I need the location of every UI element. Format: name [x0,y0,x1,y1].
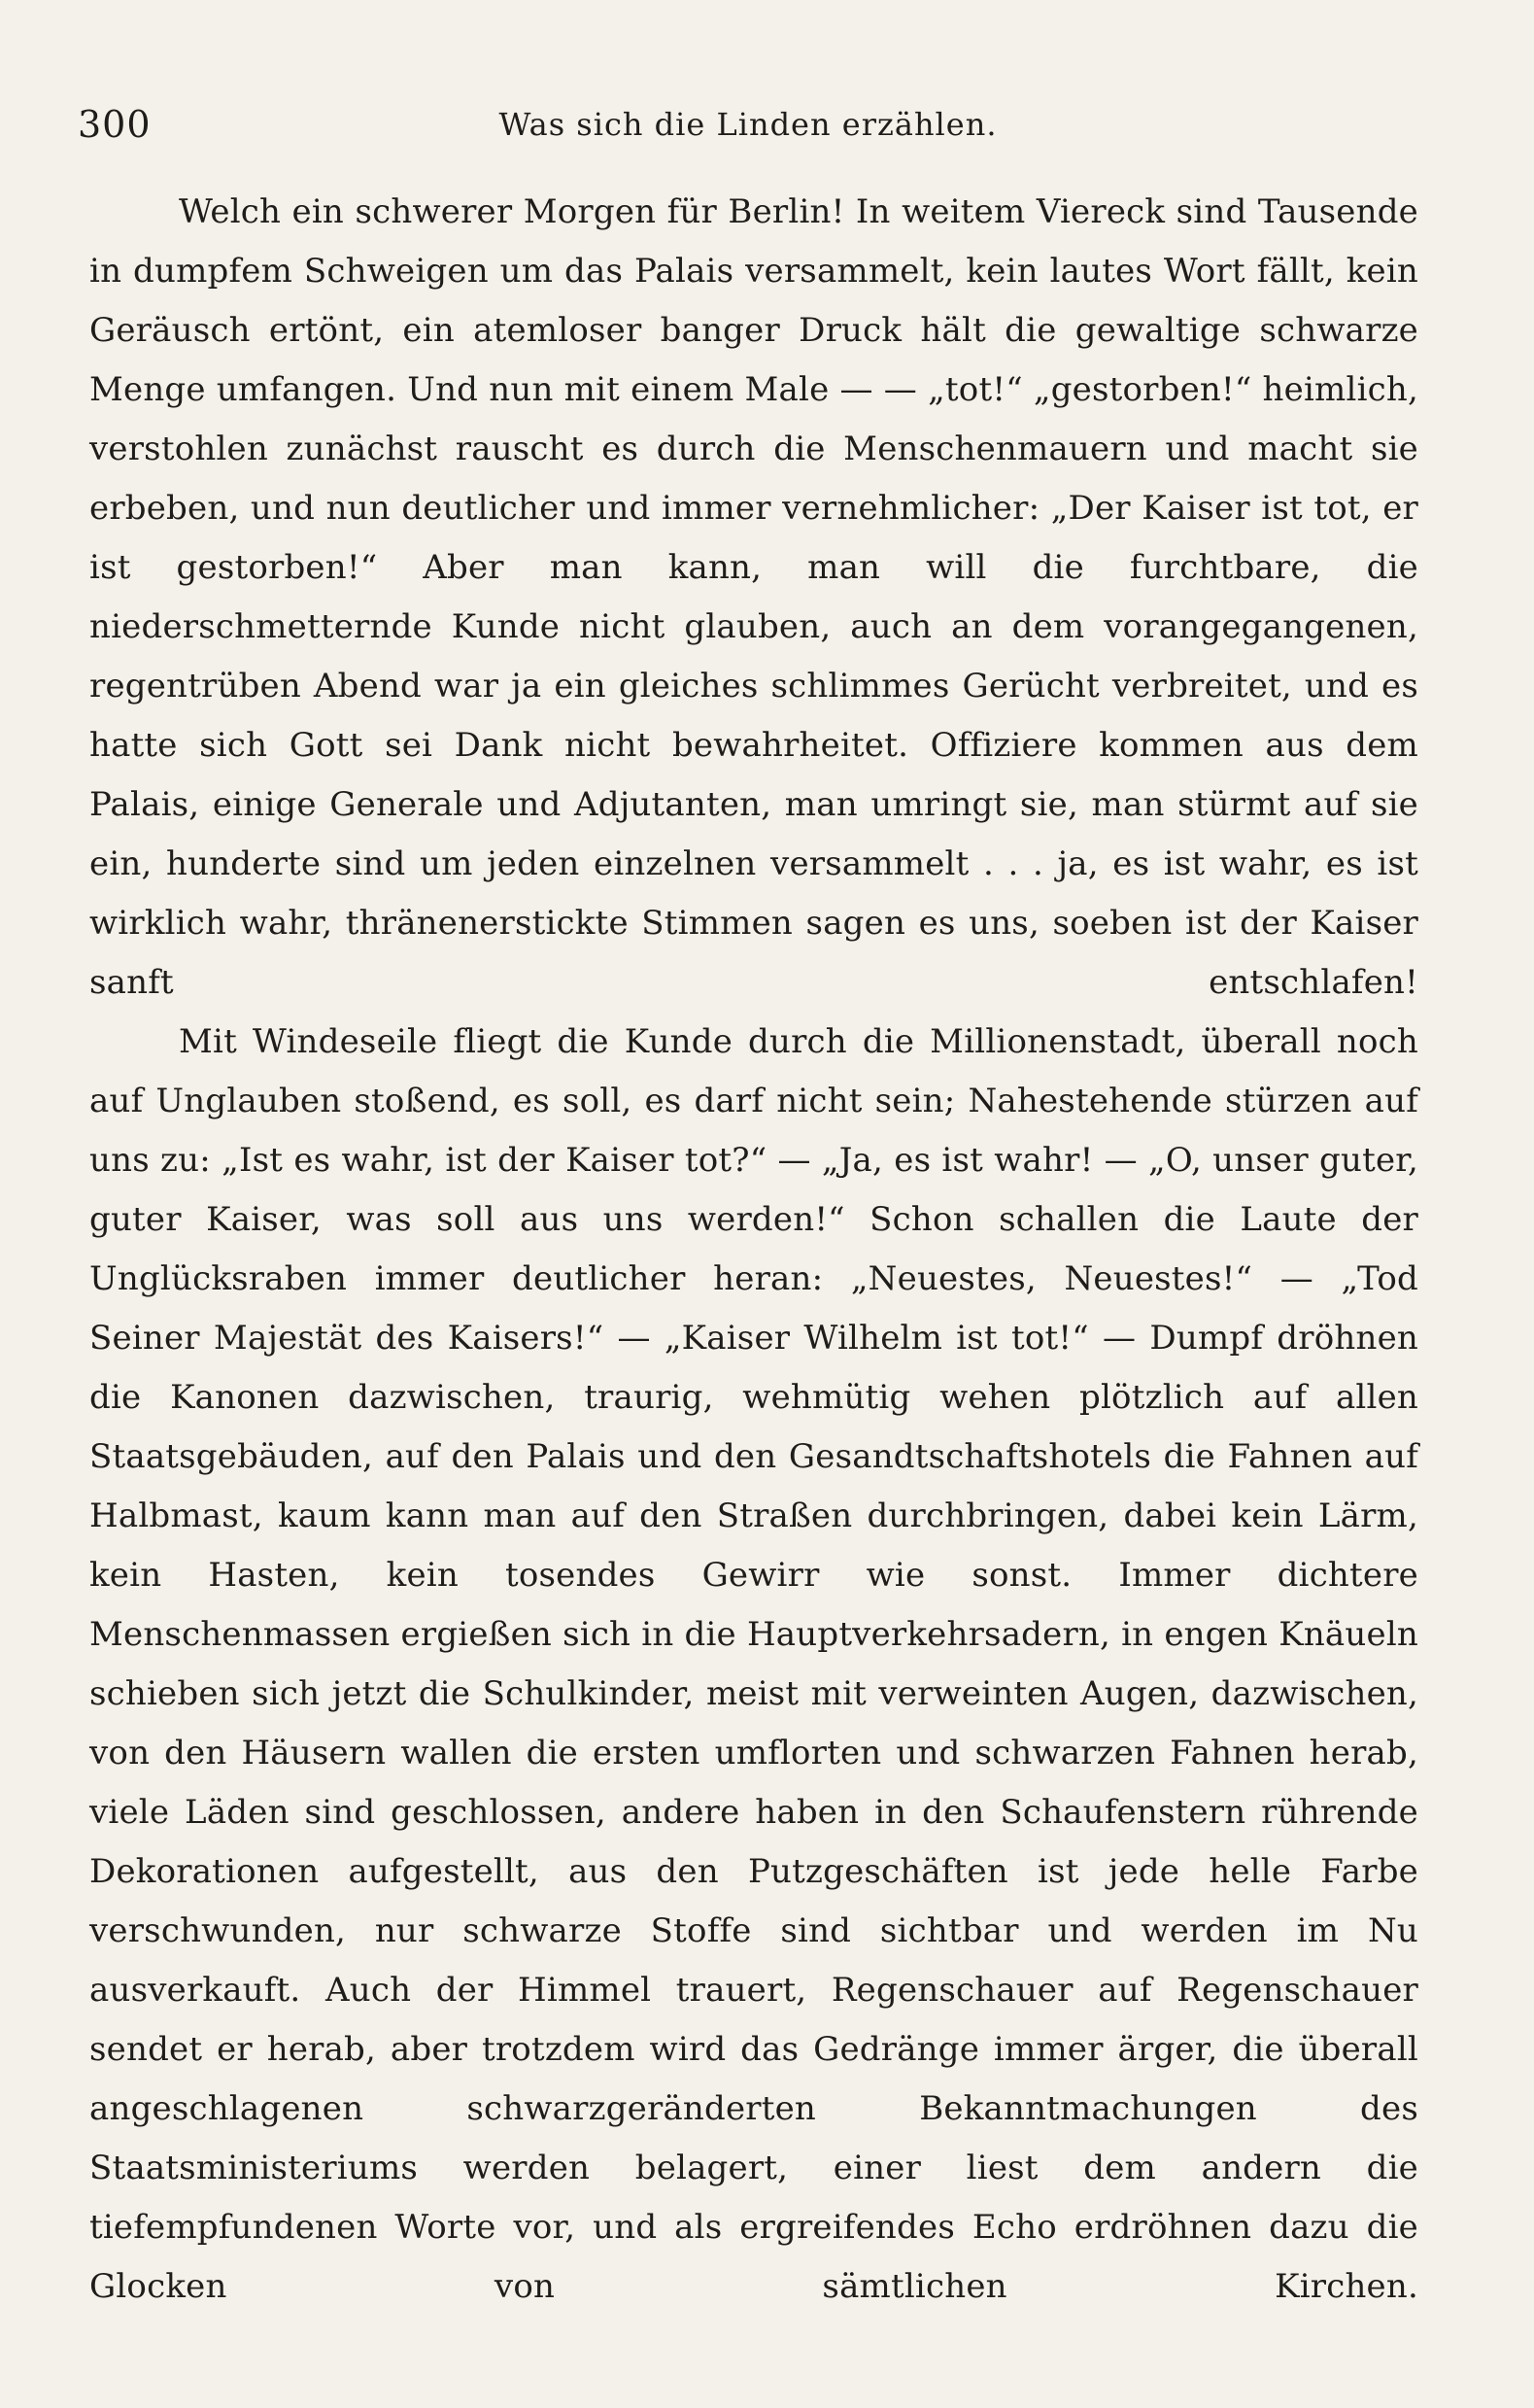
paragraph: Welch ein schwerer Morgen für Berlin! In weitem Viereck sind Tausende in dumpfem Schweigen um das Palais versammelt, kein lautes Wort fällt, kein Geräusch ertönt, ein atemloser banger Druck hält die gewaltige schwarze Menge umfangen. Und nun mit einem Male — — „tot!“ „gestorben!“ heimlich, verstohlen zunächst rauscht es durch die Menschenmauern und macht sie erbeben, und nun deutlicher und immer vernehmlicher: „Der Kaiser ist tot, er ist gestorben!“ Aber man kann, man will die furchtbare, die niederschmetternde Kunde nicht glauben, auch an dem vorangegangenen, regentrüben Abend war ja ein gleiches schlimmes Gerücht verbreitet, und es hatte sich Gott sei Dank nicht bewahrheitet. Offiziere kommen aus dem Palais, einige Generale und Adjutanten, man umringt sie, man stürmt auf sie ein, hunderte sind um jeden einzelnen versammelt . . . ja, es ist wahr, es ist wirklich wahr, thränenerstickte Stimmen sagen es uns, soeben ist der Kaiser sanft entschlafen! [89,192,1418,1002]
page-number: 300 [78,103,152,146]
paragraph: Mit Windeseile fliegt die Kunde durch die Millionenstadt, überall noch auf Unglauben stoßend, es soll, es darf nicht sein; Nahestehende stürzen auf uns zu: „Ist es wahr, ist der Kaiser tot?“ — „Ja, es ist wahr! — „O, unser guter, guter Kaiser, was soll aus uns werden!“ Schon schallen die Laute der Unglücksraben immer deutlicher heran: „Neuestes, Neuestes!“ — „Tod Seiner Majestät des Kaisers!“ — „Kaiser Wilhelm ist tot!“ — Dumpf dröhnen die Kanonen dazwischen, traurig, wehmütig wehen plötzlich auf allen Staatsgebäuden, auf den Palais und den Gesandtschaftshotels die Fahnen auf Halbmast, kaum kann man auf den Straßen durchbringen, dabei kein Lärm, kein Hasten, kein tosendes Gewirr wie sonst. Immer dichtere Menschenmassen ergießen sich in die Hauptverkehrsadern, in engen Knäueln schieben sich jetzt die Schulkinder, meist mit verweinten Augen, dazwischen, von den Häusern wallen die ersten umflorten und schwarzen Fahnen herab, viele Läden sind geschlossen, andere haben in den Schaufenstern rührende Dekorationen aufgestellt, aus den Putzgeschäften ist jede helle Farbe verschwunden, nur schwarze Stoffe sind sichtbar und werden im Nu ausverkauft. Auch der Himmel trauert, Regenschauer auf Regenschauer sendet er herab, aber trotzdem wird das Gedränge immer ärger, die überall angeschlagenen schwarzgeränderten Bekanntmachungen des Staatsministeriums werden belagert, einer liest dem andern die tiefempfundenen Worte vor, und als ergreifendes Echo erdröhnen dazu die Glocken von sämtlichen Kirchen. [89,1022,1418,2306]
body-text [89,183,1418,2317]
running-title: Was sich die Linden erzählen. [498,106,998,143]
page-header [78,95,1418,154]
